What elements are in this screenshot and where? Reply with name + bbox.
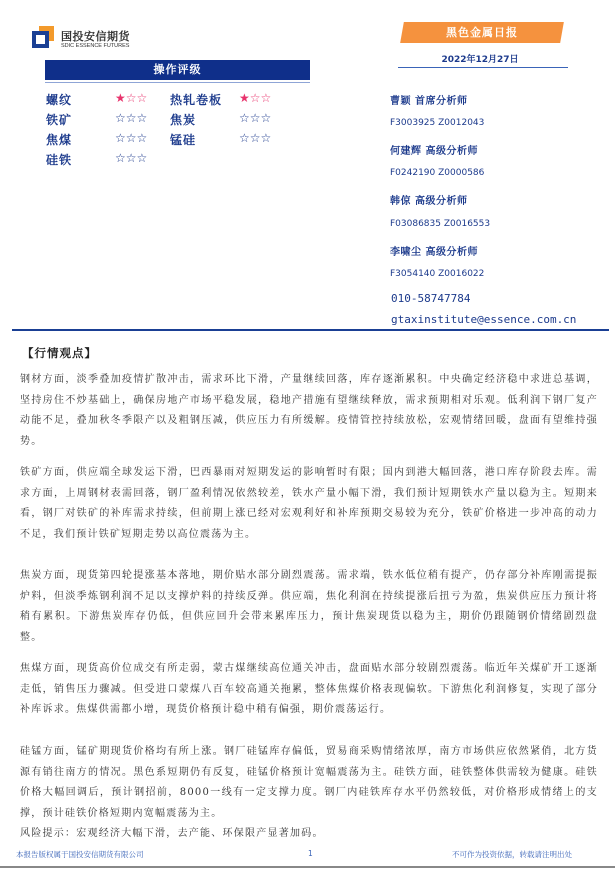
rating-title-bar: 操作评级	[45, 60, 310, 80]
analyst-name: 何建辉 高级分析师	[390, 146, 478, 157]
contact-phone: 010-58747784	[391, 292, 471, 305]
contact-email[interactable]: gtaxinstitute@essence.com.cn	[391, 313, 577, 326]
star-empty-icon: ☆☆	[125, 91, 148, 105]
rating-stars-silicomanganese: ☆☆☆	[239, 131, 272, 145]
footer-disclaimer: 不可作为投资依据，转载请注明出处	[452, 850, 572, 859]
analyst-license-ids: F03086835 Z0016553	[390, 219, 491, 229]
paragraph-steel: 钢材方面，淡季叠加疫情扩散冲击，需求环比下滑，产量继续回落，库存逐渐累积。中央确定经济稳中求进总基调，坚持房住不炒基础上，确保房地产市场平稳发展，稳地产措施有望继续释放，需求预期相对乐观。低利润下钢厂复产动能不足，叠加秋冬季限产以及粗钢压减，供应压力有所缓解。疫情管控持续放松，宏观情绪回暖，盘面有望维持强势。	[20, 374, 598, 447]
footer-copyright: 本报告版权属于国投安信期货有限公司	[16, 850, 144, 859]
analyst-name: 韩倞 高级分析师	[390, 196, 468, 207]
section-title-market-view: 【行情观点】	[22, 346, 97, 360]
footer-page-number: 1	[308, 849, 313, 858]
analyst-name: 李啸尘 高级分析师	[390, 247, 478, 258]
paragraph-iron-ore: 铁矿方面，供应端全球发运下滑，巴西暴雨对短期发运的影响暂时有限；国内到港大幅回落，港口库存阶段去库。需求方面，上周钢材表需回落，钢厂盈利情况依然较差，铁水产量小幅下滑，我们预计短期铁水产量以稳为主。短期来看，钢厂对铁矿的补库需求持续，但前期上涨已经对宏观利好和补库预期交易较为充分，铁矿价格进一步冲高的动力不足，我们预计铁矿短期走势以高位震荡为主。	[20, 467, 598, 540]
paragraph-ferroalloys: 硅锰方面，锰矿期现货价格均有所上涨。钢厂硅锰库存偏低，贸易商采购情绪浓厚，南方市场供应依然紧俏，北方货源有销往南方的情况。黑色系短期仍有反复，硅锰价格预计宽幅震荡为主。硅铁方面，硅铁整体供需较为健康。硅铁价格大幅回调后，预计钢招前，8000一线有一定支撑力度。钢厂内硅铁库存水平仍然较低，对价格形成情绪上的支撑，预计硅铁价格短期内宽幅震荡为主。	[20, 746, 598, 819]
report-type-title: 黑色金属日报	[446, 26, 518, 39]
company-logo	[32, 26, 152, 56]
header-divider	[12, 329, 609, 331]
logo-mark-icon	[32, 26, 54, 48]
star-filled-icon: ★	[115, 91, 126, 105]
paragraph-coking-coal: 焦煤方面，现货高价位成交有所走弱，蒙古煤继续高位通关冲击，盘面贴水部分较剧烈震荡。临近年关煤矿开工逐渐走低，销售压力骤减。但受进口蒙煤八百车较高通关拖累，整体焦煤价格表现偏软。下游焦化利润修复，实现了部分补库诉求。焦煤供需都小增，现货价格预计稳中稍有偏强，期价震荡运行。	[20, 663, 598, 716]
rating-label-silicomanganese: 锰硅	[170, 133, 197, 147]
rating-stars-coking-coal: ☆☆☆	[115, 131, 148, 145]
rating-label-ferrosilicon: 硅铁	[46, 153, 73, 167]
analyst-license-ids: F3003925 Z0012043	[390, 118, 485, 128]
rating-stars-coke: ☆☆☆	[239, 111, 272, 125]
rating-label-coke: 焦炭	[170, 113, 197, 127]
analyst-name: 曹颖 首席分析师	[390, 96, 468, 107]
star-empty-icon: ☆☆	[249, 91, 272, 105]
rating-stars-ferrosilicon: ☆☆☆	[115, 151, 148, 165]
date-underline	[398, 67, 568, 68]
rating-label-hot-rolled-coil: 热轧卷板	[170, 93, 223, 107]
paragraph-risk-warning: 风险提示：宏观经济大幅下滑，去产能、环保限产显著加码。	[20, 828, 324, 839]
rating-divider	[45, 82, 310, 83]
rating-label-rebar: 螺纹	[46, 93, 73, 107]
report-date: 2022年12月27日	[441, 55, 519, 65]
footer-divider	[0, 866, 615, 868]
logo-chinese-name: 国投安信期货	[61, 30, 130, 43]
rating-stars-iron-ore: ☆☆☆	[115, 111, 148, 125]
logo-english-name: SDIC ESSENCE FUTURES	[61, 43, 130, 49]
rating-stars-hot-rolled-coil	[239, 91, 271, 105]
analyst-license-ids: F0242190 Z0000586	[390, 168, 485, 178]
star-filled-icon: ★	[239, 91, 250, 105]
rating-stars-rebar	[115, 91, 147, 105]
rating-label-iron-ore: 铁矿	[46, 113, 73, 127]
paragraph-coke: 焦炭方面，现货第四轮提涨基本落地，期价贴水部分剧烈震荡。需求端，铁水低位稍有提产，仍存部分补库刚需提振炉料，但淡季炼钢利润不足以支撑炉料的持续反弹。供应端，焦化利润在持续提涨后扭亏为盈，焦炭供应压力预计将稍有累积。下游焦炭库存仍低，但供应回升会带来累库压力，预计焦炭现货以稳为主，期价仍跟随钢价情绪剧烈盘整。	[20, 570, 598, 643]
analyst-license-ids: F3054140 Z0016022	[390, 269, 485, 279]
rating-label-coking-coal: 焦煤	[46, 133, 73, 147]
